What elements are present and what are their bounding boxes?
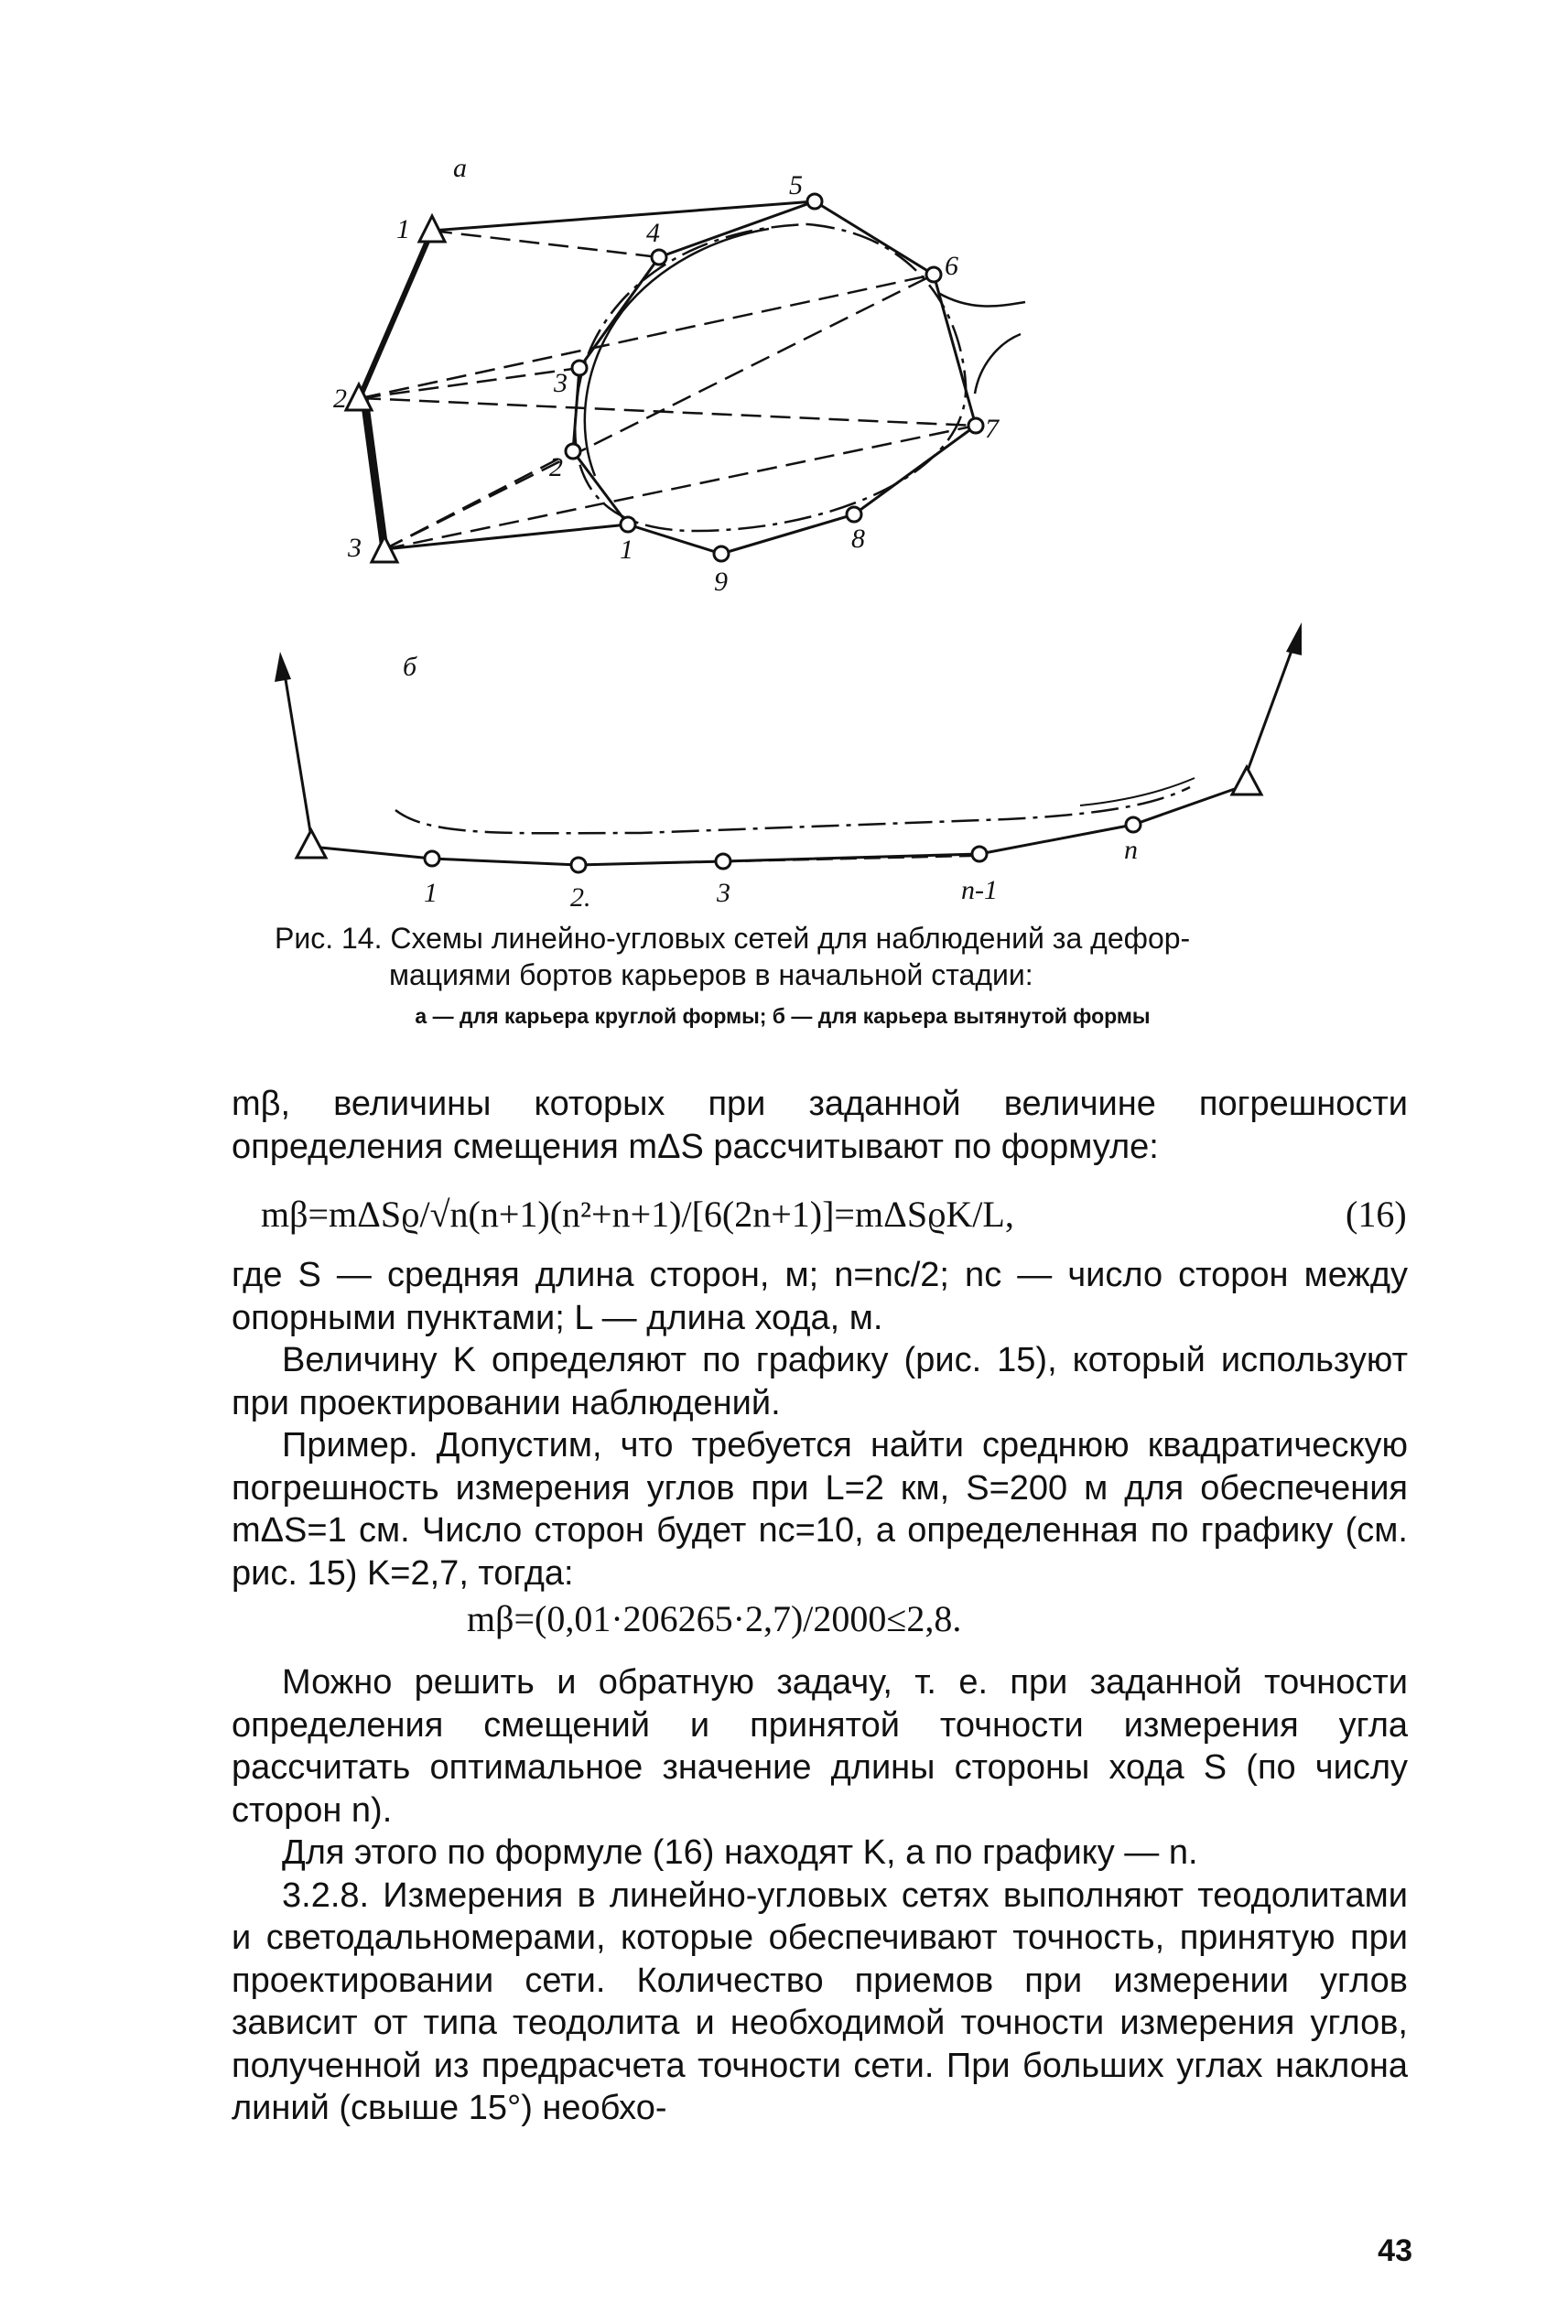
paragraph-3: Величину K определяют по графику (рис. 15), который используют при проектировании наблюдений. [232,1341,1408,1422]
arrow-left-head [275,652,291,682]
line-1-5 [432,201,815,231]
label-station-2: 2 [333,384,347,414]
label-point-6: 6 [945,251,958,281]
label-point-5: 5 [789,170,803,200]
figure-14 [0,0,1568,1007]
label-point-7: 7 [985,414,999,444]
label-a: а [453,153,467,183]
label-b-point-3: 3 [717,878,730,908]
line-3-1 [384,524,628,549]
label-station-3: 3 [348,533,362,563]
figure-legend: а — для карьера круглой формы; б — для карьера вытянутой формы [415,1004,1151,1028]
label-b-point-n: n [1124,835,1138,865]
arrow-right-shaft [1245,641,1295,778]
pit-edge-curve-upper [938,293,1025,306]
formula-16 [261,1193,1014,1236]
figure-caption [275,920,1373,993]
dashed-sight-lines [361,231,976,549]
base-line-2-3 [364,398,384,549]
label-point-3: 3 [554,368,568,398]
body-text-middle [232,1254,1408,1594]
station-triangle-b-right [1232,767,1261,794]
label-b-point-n-1: n-1 [961,875,998,905]
paragraph-1: mβ, величины которых при заданной величине погрешности определения смещения mΔS рассчитывают по формуле: [232,1085,1408,1166]
label-b: б [403,652,417,682]
caption-line-1: Рис. 14. Схемы линейно-угловых сетей для наблюдений за дефор- [275,922,1191,955]
station-triangle-b-left [297,830,326,858]
paragraph-7: 3.2.8. Измерения в линейно-угловых сетях выполняют теодолитами и светодальномерами, которые обеспечивают точность, принятую при проектировании сети. Количество приемов при измерении углов зависит от типа теодолита и необходимой точности измерения углов, полученной из предрасчета точности сети. При больших углах наклона линий (свыше 15°) необхо- [232,1875,1408,2127]
label-station-1: 1 [396,214,410,244]
label-b-point-1: 1 [424,878,438,908]
label-point-8: 8 [851,524,865,554]
body-text-bottom [232,1661,1408,2130]
paragraph-2: где S — средняя длина сторон, м; n=nc/2; nc — число сторон между опорными пунктами; L — длина хода, м. [232,1256,1408,1337]
caption-line-2: мациями бортов карьеров в начальной стадии: [389,958,1033,991]
traverse-points [566,194,983,561]
pit-edge-curve-b [1080,778,1195,805]
pit-edge-curve-lower [975,334,1021,394]
paragraph-6: Для этого по формуле (16) находят K, а по графику — n. [282,1833,1198,1872]
label-point-1: 1 [620,535,633,565]
traverse-polygon [573,201,976,554]
arrow-right-head [1286,622,1302,655]
pit-outline-round [575,224,966,531]
formula-example: mβ=(0,01·206265·2,7)/2000≤2,8. [467,1598,962,1639]
pit-inner-contour [585,229,769,476]
body-text-top [232,1083,1408,1168]
label-point-4: 4 [646,218,660,248]
formula-16-number: (16) [1346,1194,1407,1235]
dashed-segment-b [579,856,979,865]
paragraph-5: Можно решить и обратную задачу, т. е. при заданной точности определения смещений и принятой точности измерения угла рассчитать оптимальное значение длины стороны хода S (по числу сторон n). [232,1663,1408,1830]
label-point-9: 9 [714,567,728,597]
paragraph-4: Пример. Допустим, что требуется найти среднюю квадратическую погрешность измерения углов при L=2 км, S=200 м для обеспечения mΔS=1 см. Число сторон будет nc=10, а определенная по графику (см. рис. 15) K=2,7, тогда: [232,1426,1408,1593]
arrow-left-shaft [284,668,311,838]
label-b-point-2: 2. [570,882,591,913]
label-point-2: 2 [549,452,563,482]
page-number: 43 [1378,2233,1412,2268]
base-line-1-2 [361,231,432,395]
pit-outline-elongated [395,787,1190,833]
formula-16-body: mβ=mΔSϱ/√n(n+1)(n²+n+1)/[6(2n+1)]=mΔSϱK/L, [261,1194,1014,1235]
traverse-line-b [311,785,1245,865]
